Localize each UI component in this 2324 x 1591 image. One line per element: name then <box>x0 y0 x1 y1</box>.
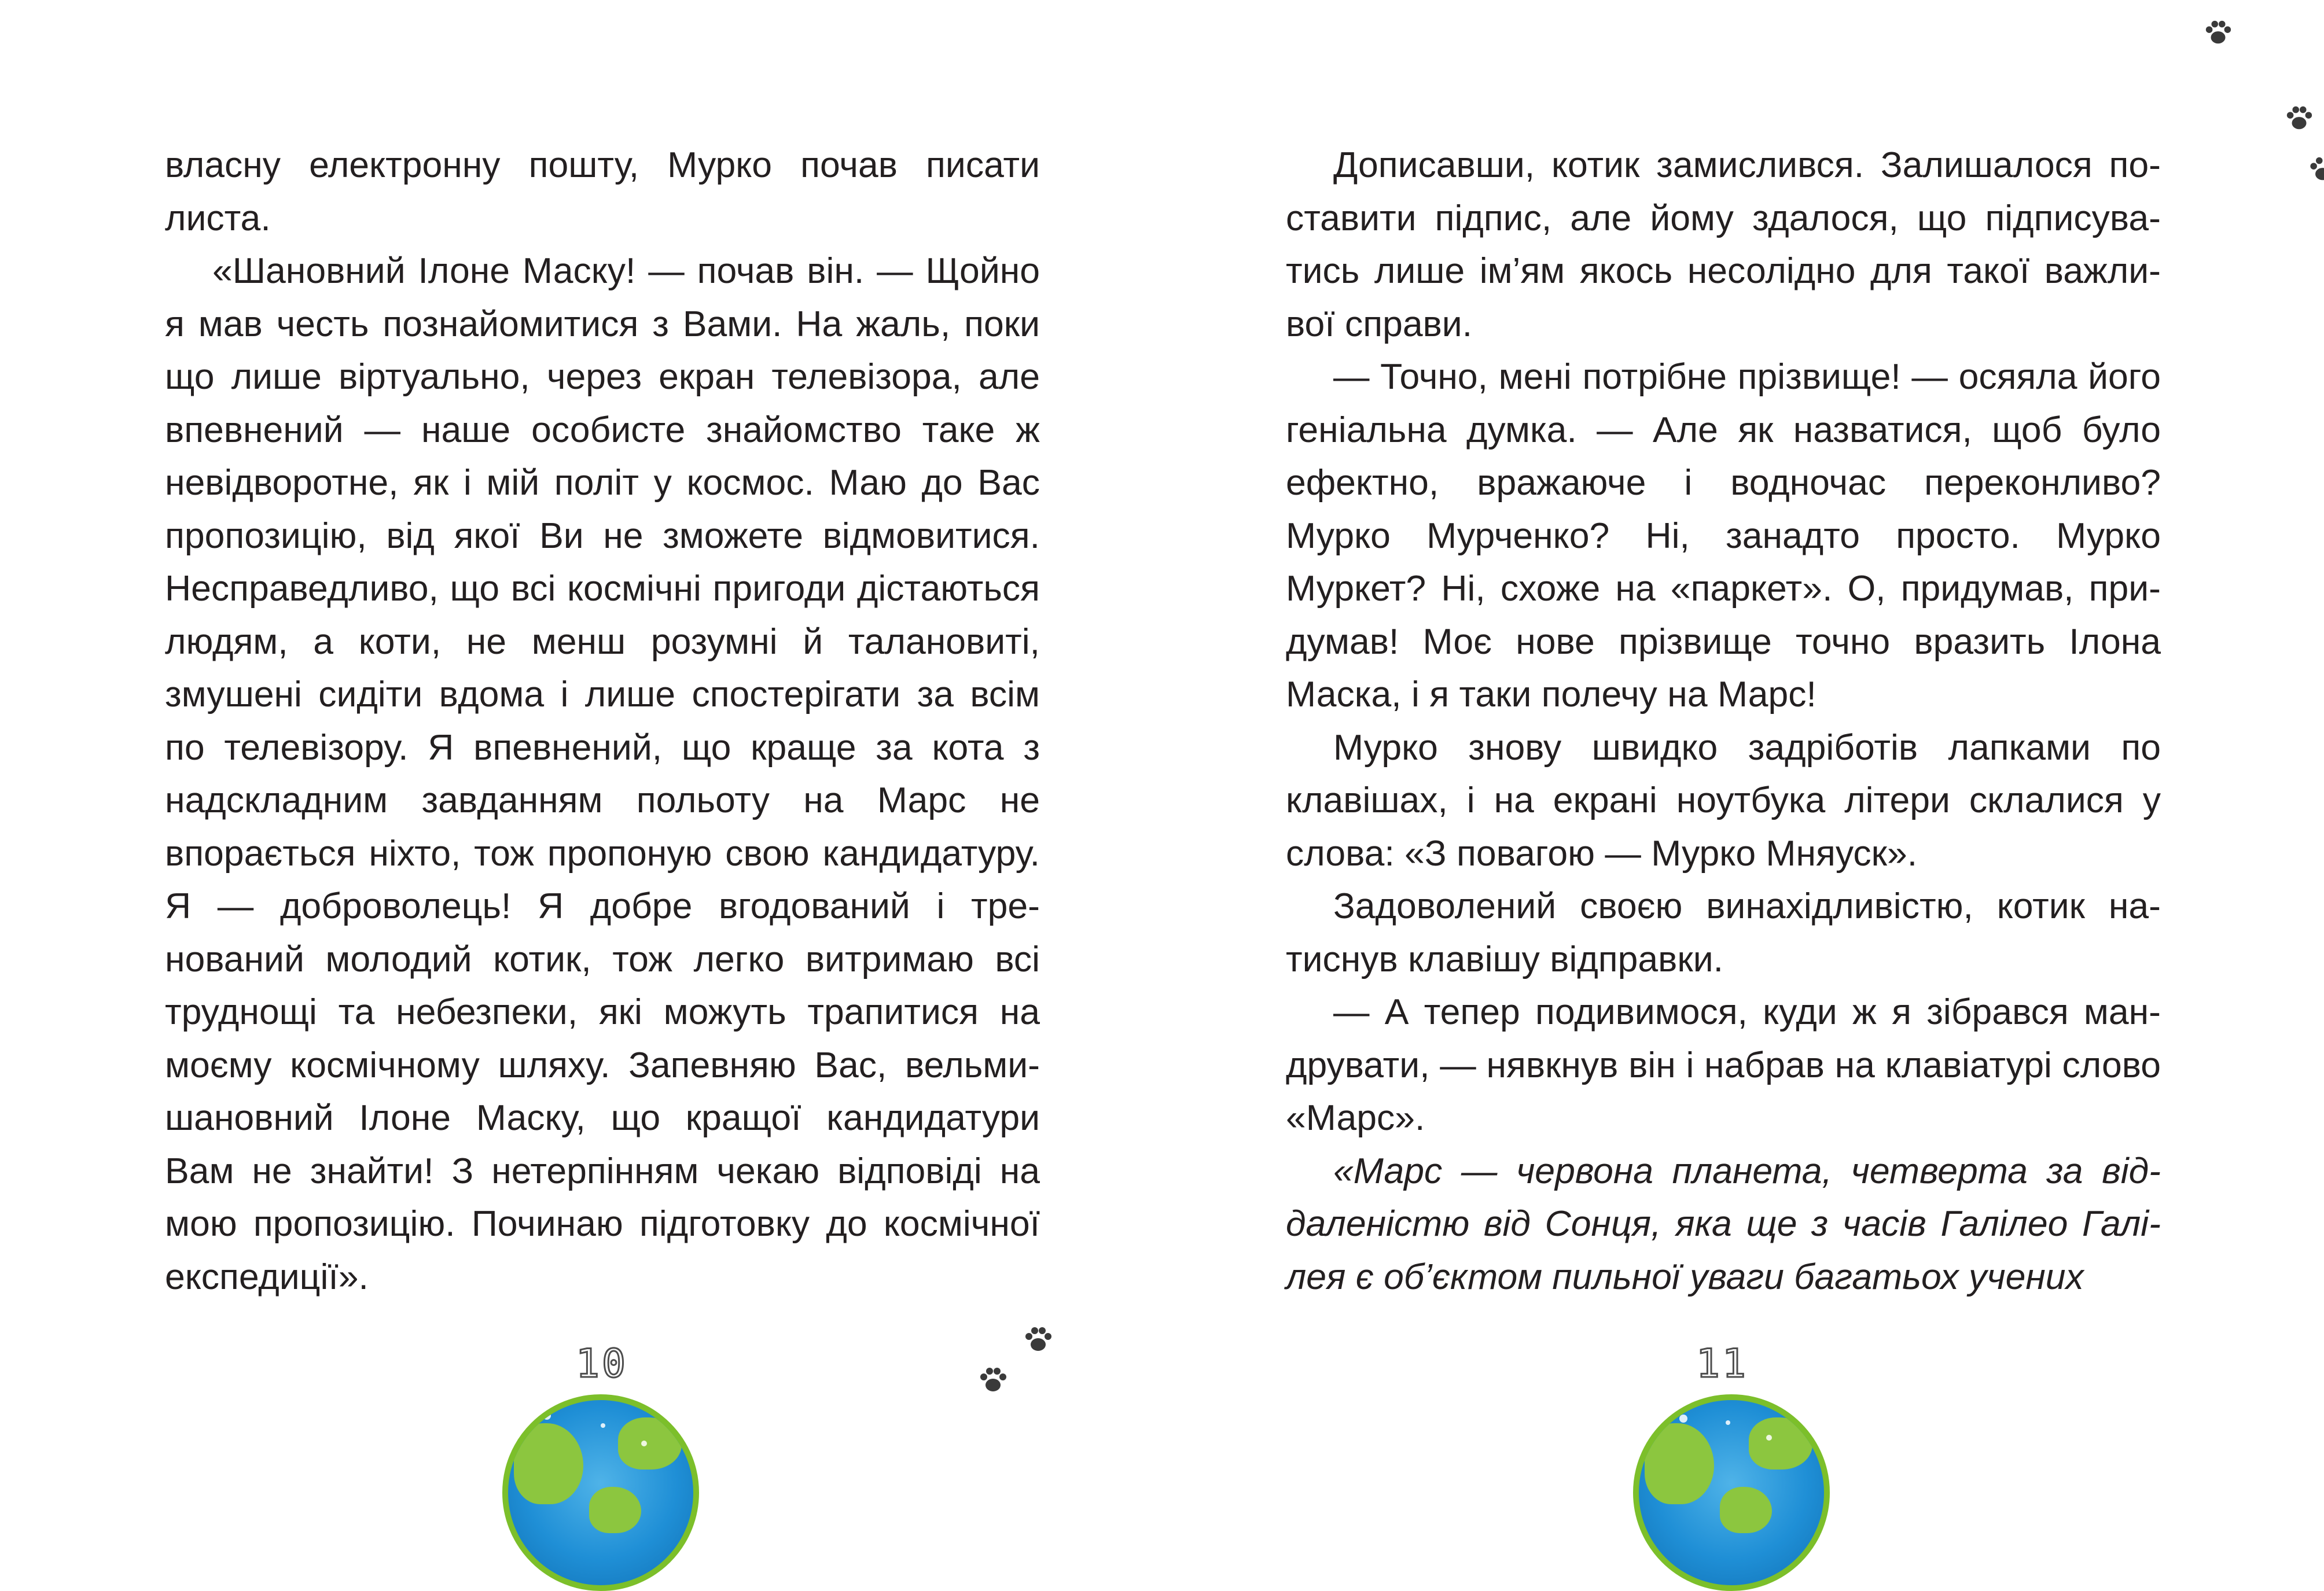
paragraph: власну електронну пошту, Мурко почав писати листа. <box>165 145 1040 238</box>
paragraph: Дописавши, котик замислився. Залишалося поставити підпис, але йому здалося, що підписуватись лише ім’ям якось несолідно для такої важливої справи. <box>1286 145 2161 344</box>
right-page-text <box>1286 139 2161 1303</box>
paw-print-icon <box>2204 19 2233 47</box>
earth-globe-icon <box>1633 1394 1830 1591</box>
paragraph: «Шановний Ілоне Маску! — почав він. — Щойно я мав честь познайомитися з Вами. На жаль, поки що лише віртуально, через екран телевізора, але впевнений — наше особисте знайомство таке ж невідворотне, як і мій політ у космос. Маю до Вас пропозицію, від якої Ви не зможете відмовитися. Несправедливо, що всі космічні пригоди дістаються людям, а коти, не менш розумні й талановиті, змушені сидіти вдома і лише спостерігати за всім по телевізору. Я впевнений, що краще за кота з надскладним завданням польоту на Марс не впорається ніхто, тож пропоную свою кандидатуру. Я — доброволець! Я добре вгодований і тренований молодий котик, тож легко витримаю всі труднощі та небезпеки, які можуть трапитися на моєму космічному шляху. Запевняю Вас, вельмишановний Ілоне Маску, що кращої кандидатури Вам не знайти! З нетерпінням чекаю відповіді на мою пропозицію. Починаю підготовку до космічної експедиції». <box>165 251 1040 1297</box>
paragraph: Задоволений своєю винахідливістю, котик натиснув клавішу відправки. <box>1286 886 2161 979</box>
paw-print-icon <box>978 1365 1008 1395</box>
right-page <box>1162 0 2324 1470</box>
left-page <box>0 0 1162 1470</box>
paragraph: «Марс — червона планета, четверта за віддаленістю від Сонця, яка ще з часів Галілео Галілея є об’єктом пильної уваги багатьох учених <box>1286 1150 2161 1297</box>
earth-globe-icon <box>502 1394 699 1591</box>
paragraph: — А тепер подивимося, куди ж я зібрався мандрувати, — нявкнув він і набрав на клавіатурі слово «Марс». <box>1286 992 2161 1138</box>
paragraph: — Точно, мені потрібне прізвище! — осяяла його геніальна думка. — Але як назватися, щоб було ефектно, вражаюче і водночас переконливо? Мурко Мурченко? Ні, занадто просто. Мурко Муркет? Ні, схоже на «паркет». О, придумав, придумав! Моє нове прізвище точно вразить Ілона Маска, і я таки полечу на Марс! <box>1286 356 2161 715</box>
page-number: 11 <box>1696 1341 1748 1387</box>
paragraph: Мурко знову швидко задріботів лапками по клавішах, і на екрані ноутбука літери склалися у слова: «З повагою — Мурко Мняуск». <box>1286 727 2161 874</box>
left-page-text <box>165 139 1040 1303</box>
paw-print-icon <box>2308 155 2324 184</box>
page-number: 10 <box>576 1341 628 1387</box>
paw-print-icon <box>1023 1325 1053 1355</box>
paw-print-icon <box>2285 104 2314 133</box>
